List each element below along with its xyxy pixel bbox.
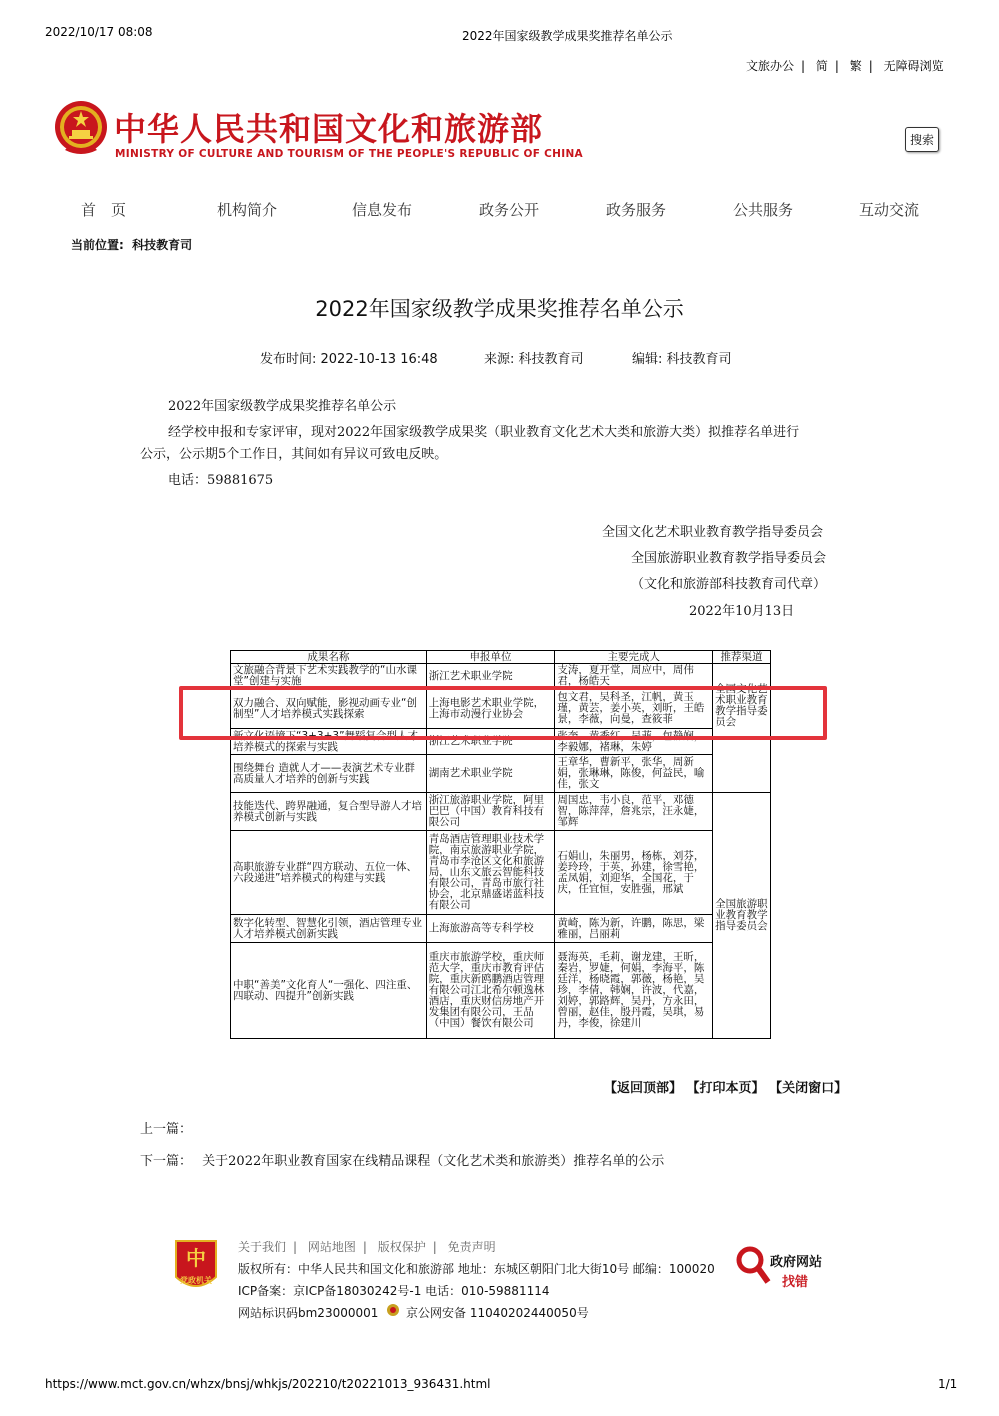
article-title: 2022年国家级教学成果奖推荐名单公示 [315, 297, 684, 321]
gov-site-error-title[interactable]: 政府网站 [770, 1255, 823, 1270]
cell-unit: 上海电影艺术职业学院，上海市动漫行业协会 [426, 689, 555, 729]
footer-police-record[interactable]: 京公网安备 11040202440050号 [406, 1306, 589, 1320]
table-header-row [231, 651, 771, 664]
body-phone: 电话：59881675 [168, 473, 274, 488]
cell-people: 包文君，吴科圣，江帆，黄玉瑾，黄芸，姜小英，刘昕，王皓景，李薇，向曼，查筱菲 [555, 689, 713, 729]
publish-time: 发布时间: 2022-10-13 16:48 [260, 352, 438, 367]
search-button[interactable]: 搜索 [905, 127, 939, 152]
signature-org2: 全国旅游职业教育教学指导委员会 [631, 551, 827, 566]
topbar-simplified-link[interactable]: 简 [815, 59, 828, 73]
table-row [231, 831, 771, 915]
table-row [231, 943, 771, 1039]
gov-site-error-sub[interactable]: 找错 [782, 1275, 809, 1290]
cell-name: 文旅融合背景下艺术实践教学的“山水课堂”创建与实施 [231, 664, 427, 689]
print-page-number: 1/1 [938, 1377, 958, 1391]
cell-unit: 上海旅游高等专科学校 [426, 915, 555, 943]
nav-public-services[interactable]: 公共服务 [733, 201, 794, 219]
header-people: 主要完成人 [555, 651, 713, 664]
signature-org1: 全国文化艺术职业教育教学指导委员会 [602, 525, 824, 540]
footer-sitemap-link[interactable]: 网站地图 [307, 1240, 356, 1254]
cell-unit: 青岛酒店管理职业技术学院，南京旅游职业学院，青岛市李沧区文化和旅游局，山东文旅云智能科技有限公司，青岛市旅行社协会，北京鼎盛诺蓝科技有限公司 [426, 831, 555, 915]
cell-unit: 湖南艺术职业学院 [426, 755, 555, 793]
footer-copyright: 版权所有：中华人民共和国文化和旅游部 地址：东城区朝阳门北大街10号 邮编：100020 [238, 1262, 715, 1276]
print-datetime: 2022/10/17 08:08 [45, 25, 153, 39]
nav-interaction[interactable]: 互动交流 [859, 201, 920, 219]
logo-english-name: MINISTRY OF CULTURE AND TOURISM OF THE PEOPLE'S REPUBLIC OF CHINA [115, 148, 583, 160]
cell-unit: 浙江旅游职业学院，阿里巴巴（中国）教育科技有限公司 [426, 793, 555, 831]
signature-stamp: （文化和旅游部科技教育司代章） [631, 577, 827, 592]
breadcrumb-label: 当前位置: [71, 238, 124, 252]
topbar: 文旅办公 | 简 | 繁 | 无障碍浏览 [746, 59, 944, 73]
topbar-traditional-link[interactable]: 繁 [849, 59, 862, 73]
table-row [231, 755, 771, 793]
highlight-box [179, 686, 827, 740]
footer-disclaimer-link[interactable]: 免责声明 [447, 1240, 496, 1254]
breadcrumb-current[interactable]: 科技教育司 [132, 238, 193, 252]
next-article-label: 下一篇： [140, 1154, 193, 1169]
topbar-accessibility-link[interactable]: 无障碍浏览 [883, 59, 944, 73]
party-gov-badge-icon[interactable] [172, 1237, 220, 1297]
print-page-link[interactable]: 【打印本页】 [686, 1081, 765, 1096]
cell-name: 中职“善美”文化育人“一强化、四注重、四联动、四提升”创新实践 [231, 943, 427, 1039]
back-to-top-link[interactable]: 【返回顶部】 [604, 1081, 683, 1096]
cell-unit: 浙江艺术职业学院 [426, 729, 555, 755]
table-row [231, 915, 771, 943]
cell-people: 支涛，夏开堂，周应中，周伟君，杨皓天 [555, 664, 713, 689]
cell-name: 技能迭代、跨界融通，复合型导游人才培养模式创新与实践 [231, 793, 427, 831]
nav-news[interactable]: 信息发布 [352, 201, 413, 219]
body-paragraph-line2: 公示，公示期5个工作日，其间如有异议可致电反映。 [140, 447, 448, 462]
table-row [231, 664, 771, 689]
next-article [140, 1150, 664, 1169]
national-emblem-icon [53, 100, 109, 158]
cell-people: 黄崎，陈为新，许鹏，陈思，梁雅丽，吕丽莉 [555, 915, 713, 943]
svg-text:中: 中 [186, 1246, 206, 1270]
cell-channel: 全国旅游职业教育教学指导委员会 [713, 793, 771, 1039]
breadcrumb [71, 236, 192, 253]
article-actions [604, 1077, 847, 1096]
close-window-link[interactable]: 【关闭窗口】 [769, 1081, 848, 1096]
footer-links: 关于我们 | 网站地图 | 版权保护 | 免责声明 [238, 1240, 496, 1254]
nav-about[interactable]: 机构简介 [217, 201, 278, 219]
magnifier-icon[interactable] [735, 1245, 771, 1287]
nav-public-affairs[interactable]: 政务公开 [479, 201, 540, 219]
cell-people: 王章华，曹新平，张华，周新娟，张琳琳，陈俊，何益民，喻佳，张文 [555, 755, 713, 793]
body-paragraph-line1: 经学校申报和专家评审，现对2022年国家级教学成果奖（职业教育文化艺术大类和旅游大类）拟推荐名单进行 [168, 425, 800, 440]
cell-channel: 全国文化艺术职业教育教学指导委员会 [713, 664, 771, 793]
next-article-link[interactable]: 关于2022年职业教育国家在线精品课程（文化艺术类和旅游类）推荐名单的公示 [202, 1154, 665, 1169]
body-paragraph-heading: 2022年国家级教学成果奖推荐名单公示 [168, 399, 397, 414]
print-page-title: 2022年国家级教学成果奖推荐名单公示 [462, 29, 673, 43]
footer-copyright-link[interactable]: 版权保护 [377, 1240, 426, 1254]
header-channel: 推荐渠道 [713, 651, 771, 664]
cell-unit: 重庆市旅游学校，重庆师范大学，重庆市教育评估院，重庆新鸥鹏酒店管理有限公司江北希尔顿逸林酒店，重庆财信房地产开发集团有限公司，王品（中国）餐饮有限公司 [426, 943, 555, 1039]
nav-home[interactable]: 首 页 [81, 201, 127, 219]
print-url: https://www.mct.gov.cn/whzx/bnsj/whkjs/202210/t20221013_936431.html [45, 1377, 491, 1391]
cell-name: 数字化转型、智慧化引领，酒店管理专业人才培养模式创新实践 [231, 915, 427, 943]
cell-people: 聂海英，毛莉，谢龙建，王昕，秦岩，罗婕，何娟，李海平，陈廷洋，杨晓霞，郭薇，杨艳，吴珍，李倩，韩娴，许波，代嘉，刘婷，郭路辉，吴丹，方永田，曾丽，赵佳，殷丹霞，吴琪，易丹，李俊，徐建川 [555, 943, 713, 1039]
topbar-office-link[interactable]: 文旅办公 [746, 59, 795, 73]
footer-icp: ICP备案：京ICP备18030242号-1 电话：010-59881114 [238, 1284, 550, 1298]
header-name: 成果名称 [231, 651, 427, 664]
cell-people: 张奎，黄秀红，吴菲，包静娴，李毅娜，褚琳，朱婷 [555, 729, 713, 755]
article-source: 来源: 科技教育司 [484, 352, 584, 367]
cell-people: 周国忠，韦小良，范平，邓德智，陈萍萍，詹兆宗，汪永婕，邹辉 [555, 793, 713, 831]
signature-date: 2022年10月13日 [689, 604, 795, 619]
footer-about-link[interactable]: 关于我们 [238, 1240, 287, 1254]
cell-name: 新文化语境下“3+3+3”舞蹈复合型人才培养模式的探索与实践 [231, 729, 427, 755]
footer-site-id: 网站标识码bm23000001 [238, 1306, 379, 1320]
table-row [231, 793, 771, 831]
cell-people: 石娟山，朱丽男，杨栋，刘芬，姜玲玲，于英，孙建，徐雪艳，孟凤娟，刘迎华，全国花，于庆，任宜恒，安胜强，邢斌 [555, 831, 713, 915]
police-badge-icon [386, 1302, 400, 1316]
prev-article-label: 上一篇： [140, 1122, 193, 1137]
cell-name: 围绕舞台 造就人才——表演艺术专业群高质量人才培养的创新与实践 [231, 755, 427, 793]
nav-gov-services[interactable]: 政务服务 [606, 201, 667, 219]
cell-unit: 浙江艺术职业学院 [426, 664, 555, 689]
cell-name: 高职旅游专业群“四方联动、五位一体、六段递进”培养模式的构建与实践 [231, 831, 427, 915]
header-unit: 申报单位 [426, 651, 555, 664]
party-gov-badge-label: 党政机关 [180, 1276, 212, 1285]
article-editor: 编辑: 科技教育司 [632, 352, 732, 367]
cell-name: 双力融合、双向赋能，影视动画专业“创制型”人才培养模式实践探索 [231, 689, 427, 729]
logo-chinese-name[interactable]: 中华人民共和国文化和旅游部 [114, 110, 544, 148]
